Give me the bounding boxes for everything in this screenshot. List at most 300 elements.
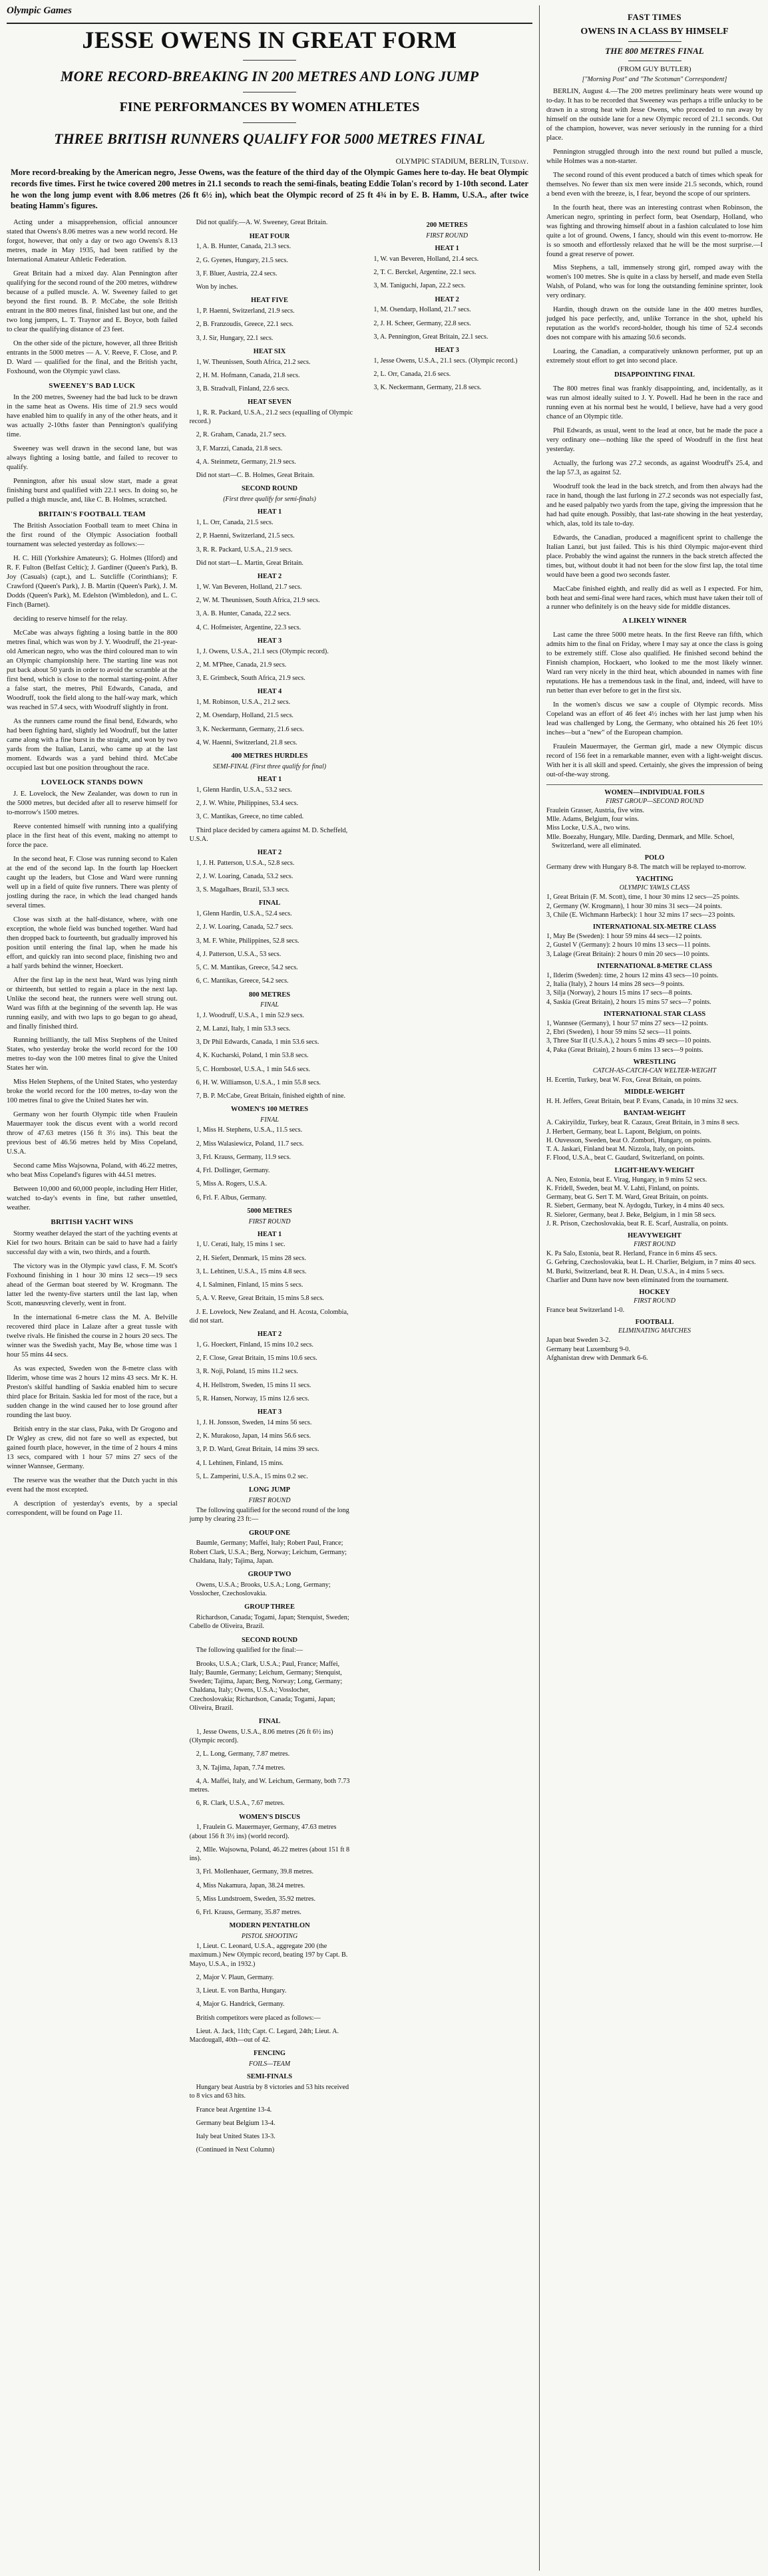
result-line: France beat Switzerland 1-0. bbox=[546, 1307, 625, 1315]
paragraph: In the fourth heat, there was an interesting contrast when Robinson, the American negro, sprinting in perfect form, beat Osendarp, Holland, who was fighting and throwing himself about in a fashion calculated to lose him quite a lot of ground. Owens, I fancy, should win this event to-morrow. He is so smooth and effortlessly relaxed that he will be the most surprise.—I found a great reserve of power. bbox=[546, 204, 763, 258]
result-line: Mlle. Boezahy, Hungary, Mlle. Darding, Denmark, and Mlle. Schoel, Switzerland, were all eliminated. bbox=[546, 833, 735, 850]
result-group bbox=[546, 1167, 763, 1229]
side-results bbox=[546, 784, 763, 1363]
separator bbox=[243, 122, 296, 123]
result-line: 2, M. Osendarp, Holland, 21.5 secs. bbox=[196, 712, 293, 720]
result-group bbox=[184, 687, 355, 747]
result-group bbox=[184, 1717, 355, 1808]
result-subheading: ELIMINATING MATCHES bbox=[618, 1327, 691, 1335]
result-line: 1, Lieut. C. Leonard, U.S.A., aggregate 200 (the maximum.) New Olympic record, beating 197 by Capt. B. Mayo, U.S.A., in 1932.) bbox=[189, 1943, 348, 1968]
result-group bbox=[361, 221, 532, 240]
result-line: 3, Chile (E. Wichmann Harbeck): 1 hour 32 mins 17 secs—23 points. bbox=[546, 911, 735, 919]
result-line: 4, Miss Nakamura, Japan, 38.24 metres. bbox=[196, 1881, 305, 1889]
result-group bbox=[546, 1232, 763, 1285]
result-line: (Continued in Next Column) bbox=[196, 2146, 275, 2154]
result-heading: GROUP THREE bbox=[244, 1603, 295, 1611]
result-heading: FINAL bbox=[258, 1718, 281, 1726]
result-line: 6, H. W. Williamson, U.S.A., 1 min 55.8 secs. bbox=[196, 1078, 321, 1086]
result-line: 1, W. Theunissen, South Africa, 21.2 secs. bbox=[196, 358, 311, 366]
article-column-1 bbox=[7, 218, 178, 2159]
results-column-2 bbox=[184, 218, 355, 2159]
paragraph: Edwards, the Canadian, produced a magnificent sprint to challenge the Italian Lanzi, but just failed. This is his third Olympic major-event third place. Probably the wind against the runners in the back stretch affected the times, but, without doubt it had not been for the slow first lap, the total time would have been a good two seconds faster. bbox=[546, 534, 763, 579]
result-line: 4, A. Maffei, Italy, and W. Leichum, Germany, both 7.73 metres. bbox=[189, 1777, 350, 1794]
result-line: Afghanistan drew with Denmark 6-6. bbox=[546, 1354, 648, 1362]
paragraph: Between 10,000 and 60,000 people, including Herr Hitler, watched to-day's events in fine, but rather unsettled, weather. bbox=[7, 1186, 178, 1211]
result-line: Germany beat Belgium 13-4. bbox=[196, 2119, 276, 2127]
result-group bbox=[184, 1921, 355, 2044]
result-line: 3, Silja (Norway), 2 hours 15 mins 17 secs—8 points. bbox=[546, 989, 693, 997]
result-line: 1, Jesse Owens, U.S.A., 8.06 metres (26 ft 6½ ins) (Olympic record). bbox=[189, 1728, 333, 1745]
result-line: R. Siebert, Germany, beat N. Aydogdu, Turkey, in 4 mins 40 secs. bbox=[546, 1202, 725, 1210]
result-line: 1, May Be (Sweden): 1 hour 59 mins 44 secs—12 points. bbox=[546, 933, 702, 941]
paragraph: Miss Stephens, a tall, immensely strong girl, romped away with the women's 100 metres. She is quite in a class by herself, and made even Stella Walsh, of Poland, who was for long the outstanding feminine sprinter, look very ordinary. bbox=[546, 264, 763, 300]
result-line: Germany beat Luxemburg 9-0. bbox=[546, 1345, 630, 1353]
result-line: 1, J. Owens, U.S.A., 21.1 secs (Olympic record). bbox=[196, 647, 329, 655]
result-group bbox=[184, 296, 355, 342]
result-group bbox=[184, 2146, 355, 2154]
paragraph: The victory was in the Olympic yawl class, F. M. Scott's Foxhound finishing in 1 hour 30 mins 12 secs—19 secs ahead of the German boat steered by W. Krogmann. The latter led the twenty-five starters until the last lap, when Scott, manœuvring cleverly, went in front. bbox=[7, 1263, 178, 1308]
result-line: A. Neo, Estonia, beat E. Virag, Hungary, in 9 mins 52 secs. bbox=[546, 1176, 707, 1184]
result-heading: HOCKEY bbox=[639, 1289, 670, 1297]
result-heading: HEAT 2 bbox=[257, 1331, 282, 1339]
result-line: The following qualified for the final:— bbox=[196, 1647, 303, 1655]
paragraph: Stormy weather delayed the start of the yachting events at Kiel for two hours. Britain can be said to have had a fairly successful day with a win, two thirds, and a fourth. bbox=[7, 1230, 178, 1257]
result-line: 5, C. M. Mantikas, Greece, 54.2 secs. bbox=[196, 964, 298, 972]
result-heading: HEAT 4 bbox=[257, 688, 282, 696]
result-line: 1, Jesse Owens, U.S.A., 21.1 secs. (Olympic record.) bbox=[373, 357, 518, 365]
paragraph: The 800 metres final was frankly disappointing, and, incidentally, as it was run almost ideally suited to J. Y. Powell. Had he been in the race and running even at his normal best he would, I believe, have had a very good chance of an Olympic title. bbox=[546, 385, 763, 421]
paragraph: Phil Edwards, as usual, went to the lead at once, but he made the pace a very ordinary one—nothing like the speed of Woodruff in the first heat yesterday. bbox=[546, 427, 763, 453]
result-line: 1, A. B. Hunter, Canada, 21.3 secs. bbox=[196, 243, 291, 251]
result-line: 1, Great Britain (F. M. Scott), time, 1 hour 30 mins 12 secs—25 points. bbox=[546, 893, 740, 901]
dateline: OLYMPIC STADIUM, BERLIN, Tuesday. bbox=[395, 157, 528, 166]
result-group bbox=[546, 1011, 763, 1054]
result-line: Japan beat Sweden 3-2. bbox=[546, 1337, 611, 1345]
result-heading: 200 METRES bbox=[426, 222, 468, 230]
result-line: 2, L. Long, Germany, 7.87 metres. bbox=[196, 1750, 290, 1758]
result-line: Germany, beat G. Sert T. M. Ward, Great Britain, on points. bbox=[546, 1194, 709, 1202]
result-group bbox=[184, 848, 355, 894]
subheading: LOVELOCK STANDS DOWN bbox=[41, 778, 143, 786]
result-line: 2, J. H. Scheer, Germany, 22.8 secs. bbox=[373, 319, 471, 327]
result-group bbox=[184, 1105, 355, 1202]
result-line: 2, B. Franzoudis, Greece, 22.1 secs. bbox=[196, 321, 293, 329]
result-heading: 800 METRES bbox=[248, 991, 291, 999]
result-line: 3, P. D. Ward, Great Britain, 14 mins 39 secs. bbox=[196, 1446, 319, 1454]
result-heading: FOOTBALL bbox=[635, 1319, 674, 1327]
result-line: 1, G. Hoeckert, Finland, 15 mins 10.2 secs. bbox=[196, 1341, 313, 1349]
result-line: 2, G. Gyenes, Hungary, 21.5 secs. bbox=[196, 256, 288, 264]
result-line: 3, Lieut. E. von Bartha, Hungary. bbox=[196, 1987, 287, 1995]
subheading: DISAPPOINTING FINAL bbox=[614, 371, 695, 379]
side-title: OWENS IN A CLASS BY HIMSELF bbox=[580, 27, 729, 37]
result-group bbox=[184, 1529, 355, 1565]
result-line: Lieut. A. Jack, 11th; Capt. C. Legard, 24th; Lieut. A. Macdougall, 40th—out of 42. bbox=[189, 2027, 339, 2044]
paragraph: deciding to reserve himself for the relay. bbox=[13, 615, 128, 623]
result-line: 2, Gustel V (Germany): 2 hours 10 mins 13 secs—11 points. bbox=[546, 941, 711, 949]
result-group bbox=[184, 1230, 355, 1325]
result-line: 3, J. Sir, Hungary, 22.1 secs. bbox=[196, 334, 274, 342]
paragraph: As the runners came round the final bend, Edwards, who had been fighting hard, slightly led Woodruff, but the latter came along with a fine burst in the straight, and won by two yards from the Italian, Lanzi, who came up at the last moment. Edwards was a yard behind third. McCabe occupied last but one position throughout the race. bbox=[7, 717, 178, 772]
result-group bbox=[184, 484, 355, 504]
result-line: Mlle. Adams, Belgium, four wins. bbox=[546, 816, 640, 824]
paragraph: After the first lap in the next heat, Ward was lying ninth or thirteenth, but settled to regain a place in the next lap. Unlike the second heat, the runners were well strung out. Ward was fifth at the beginning of the seventh lap. He was running easily, and with two laps to go began to go ahead, and finally finished third. bbox=[7, 976, 178, 1031]
side-article-body bbox=[546, 87, 763, 780]
result-line: 3, A. B. Hunter, Canada, 22.2 secs. bbox=[196, 610, 291, 618]
result-group bbox=[184, 2049, 355, 2068]
result-heading: MODERN PENTATHLON bbox=[229, 1922, 310, 1930]
result-line: Third place decided by camera against M. D. Scheffeld, U.S.A. bbox=[189, 826, 348, 843]
result-line: 3, M. Taniguchi, Japan, 22.2 secs. bbox=[373, 282, 466, 290]
result-line: Brooks, U.S.A.; Clark, U.S.A.; Paul, France; Maffei, Italy; Baumle, Germany; Leichum, Germany; Stenquist, Sweden; Tajima, Japan; Berg, Norway; Long, Germany; Chaldana, Italy; Owens, U.S.A.; Vosslocher, Czechoslovakia; Richardson, Canada; Togami, Japan; Oliveira, Brazil. bbox=[189, 1660, 343, 1712]
paragraph: Acting under a misapprehension, official announcer stated that Owens's 8.06 metres was a new world record. He forgot, however, that only a day or two ago Owens's 8.13 metres, made in May 1935, had been ratified by the International Amateur Athletic Federation. bbox=[7, 219, 178, 264]
top-rule bbox=[7, 23, 532, 24]
result-line: 4, Paka (Great Britain), 2 hours 6 mins 13 secs—9 points. bbox=[546, 1046, 703, 1054]
result-heading: INTERNATIONAL 8-METRE CLASS bbox=[596, 962, 713, 970]
result-heading: HEAT 3 bbox=[257, 1408, 282, 1416]
result-line: 3, R. Noji, Poland, 15 mins 11.2 secs. bbox=[196, 1368, 298, 1376]
result-line: 6, R. Clark, U.S.A., 7.67 metres. bbox=[196, 1800, 285, 1808]
result-line: 5, Miss Lundstroem, Sweden, 35.92 metres. bbox=[196, 1895, 316, 1903]
result-heading: MIDDLE-WEIGHT bbox=[624, 1088, 685, 1096]
result-line: 2, Italia (Italy), 2 hours 14 mins 28 secs—9 points. bbox=[546, 981, 685, 989]
result-heading: LIGHT-HEAVY-WEIGHT bbox=[614, 1166, 695, 1174]
result-line: 2, R. Graham, Canada, 21.7 secs. bbox=[196, 431, 287, 439]
result-line: Did not start—L. Martin, Great Britain. bbox=[196, 559, 303, 567]
paragraph: Second came Miss Wajsowna, Poland, with 46.22 metres, who beat Miss Copeland's figures with 44.51 metres. bbox=[7, 1162, 178, 1180]
result-line: 1, Glenn Hardin, U.S.A., 53.2 secs. bbox=[196, 786, 292, 794]
result-line: 2, K. Murakoso, Japan, 14 mins 56.6 secs. bbox=[196, 1432, 311, 1440]
result-heading: HEAT 3 bbox=[435, 347, 459, 355]
result-line: 3, B. Stradvall, Finland, 22.6 secs. bbox=[196, 385, 289, 393]
result-line: K. Pa Salo, Estonia, beat R. Herland, France in 6 mins 45 secs. bbox=[546, 1250, 717, 1258]
result-line: 2, T. C. Berckel, Argentine, 22.1 secs. bbox=[373, 269, 477, 277]
result-line: 1, R. R. Packard, U.S.A., 21.2 secs (equalling of Olympic record.) bbox=[189, 408, 353, 426]
side-section-title: FAST TIMES bbox=[628, 12, 681, 22]
result-heading: HEAT 2 bbox=[257, 849, 282, 856]
deck-3: THREE BRITISH RUNNERS QUALIFY FOR 5000 METRES FINAL bbox=[54, 130, 485, 148]
paragraph: J. E. Lovelock, the New Zealander, was down to run in the 5000 metres, but decided after all to reserve himself for to-morrow's 1500 metres. bbox=[7, 790, 178, 817]
result-line: 3, Lalage (Great Britain): 2 hours 0 min 20 secs—10 points. bbox=[546, 950, 710, 958]
result-line: 1, Miss H. Stephens, U.S.A., 11.5 secs. bbox=[196, 1126, 303, 1134]
result-subheading: OLYMPIC YAWLS CLASS bbox=[619, 884, 690, 892]
result-line: M. Burki, Switzerland, beat R. H. Dean, U.S.A., in 4 mins 5 secs. bbox=[546, 1267, 725, 1275]
result-line: Did not qualify.—A. W. Sweeney, Great Britain. bbox=[196, 219, 328, 227]
paragraph: Hardin, though drawn on the outside lane in the 400 metres hurdles, judged his pace perfectly, and, unlike Torrance in the shot, upheld his reputation as the world's record-holder, though his time of 52.4 seconds does not compare with his amazing 50.6 seconds. bbox=[546, 306, 763, 342]
result-heading: HEAT 2 bbox=[435, 295, 459, 303]
result-line: 1, P. Haenni, Switzerland, 21.9 secs. bbox=[196, 307, 295, 315]
result-line: 1, Wannsee (Germany), 1 hour 57 mins 27 secs—12 points. bbox=[546, 1019, 708, 1027]
result-heading: HEAT 1 bbox=[257, 508, 282, 516]
result-line: 4, I. Lehtinen, Finland, 15 mins. bbox=[196, 1459, 284, 1467]
result-line: 5, R. Hansen, Norway, 15 mins 12.6 secs. bbox=[196, 1394, 309, 1402]
result-line: 4, I. Salminen, Finland, 15 mins 5 secs. bbox=[196, 1281, 303, 1289]
result-group bbox=[184, 899, 355, 985]
result-line: 6, C. Mantikas, Greece, 54.2 secs. bbox=[196, 977, 289, 985]
result-line: 1, Ilderim (Sweden): time, 2 hours 12 mins 43 secs—10 points. bbox=[546, 971, 719, 979]
result-line: 1, J. H. Patterson, U.S.A., 52.8 secs. bbox=[196, 859, 295, 867]
result-subheading: SEMI-FINAL (First three qualify for final) bbox=[212, 762, 327, 770]
result-line: 4, W. Haenni, Switzerland, 21.8 secs. bbox=[196, 738, 297, 746]
paragraph: British entry in the star class, Paka, with Dr Grogono and Dr Wgley as crew, did not fare so well as expected, but gained fourth place, however, in the time of 2 hours 4 mins 13 secs, compared with 1 hour 57 mins 27 secs of the winner Wannsee, Germany. bbox=[7, 1425, 178, 1470]
result-line: 3, F. Bluer, Austria, 22.4 secs. bbox=[196, 269, 278, 277]
result-line: A. Cakiryildiz, Turkey, beat R. Cazaux, Great Britain, in 3 mins 8 secs. bbox=[546, 1119, 739, 1127]
paragraph: In the women's discus we saw a couple of Olympic records. Miss Copeland was an effort of 46 feet 4½ inches with her last jump when his lead was challenged by Long, the Germany, who obtained his 26 feet 10½ inches—but a "new" of the European champion. bbox=[546, 701, 763, 737]
result-group bbox=[184, 1330, 355, 1403]
result-group bbox=[184, 1207, 355, 1226]
result-heading: WOMEN—INDIVIDUAL FOILS bbox=[604, 788, 705, 796]
result-line: 4, C. Hofmeister, Argentine, 22.3 secs. bbox=[196, 623, 301, 631]
result-line: Fraulein Grasser, Austria, five wins. bbox=[546, 806, 644, 814]
paragraph: In the 200 metres, Sweeney had the bad luck to be drawn in the same heat as Owens. His time of 21.9 secs would have enabled him to qualify in any of the other heats, and it was actually 2-10ths faster than Pennington's qualifying time. bbox=[7, 394, 178, 439]
result-line: 3, A. Pennington, Great Britain, 22.1 secs. bbox=[373, 333, 488, 341]
result-line: 3, K. Neckermann, Germany, 21.6 secs. bbox=[196, 725, 304, 733]
result-line: 3, Frl. Krauss, Germany, 11.9 secs. bbox=[196, 1153, 291, 1161]
result-group bbox=[184, 1570, 355, 1598]
result-line: 5, C. Hornbostel, U.S.A., 1 min 54.6 secs. bbox=[196, 1065, 311, 1073]
result-heading: GROUP ONE bbox=[248, 1529, 291, 1537]
result-line: 2, Germany (W. Krogmann), 1 hour 30 mins 31 secs—24 points. bbox=[546, 902, 722, 910]
result-heading: BANTAM-WEIGHT bbox=[623, 1110, 686, 1118]
result-line: 2, M. Lanzi, Italy, 1 min 53.3 secs. bbox=[196, 1025, 291, 1033]
result-line: 2, P. Haenni, Switzerland, 21.5 secs. bbox=[196, 532, 295, 540]
main-article bbox=[7, 5, 532, 2160]
result-heading: GROUP TWO bbox=[248, 1571, 291, 1579]
result-heading: SECOND ROUND bbox=[242, 485, 297, 493]
result-line: Miss Locke, U.S.A., two wins. bbox=[546, 824, 630, 832]
result-line: H. H. Jeffers, Great Britain, beat P. Evans, Canada, in 10 mins 32 secs. bbox=[546, 1098, 739, 1106]
result-heading: HEAT 1 bbox=[257, 776, 282, 784]
paragraph: Close was sixth at the half-distance, where, with one exception, the whole field was bunched together. Ward had then dropped back to fourteenth, but gradually improved his position until entering the final lap, when he made his effort, and quickly ran into second place, finishing two and a half yards behind the winner, Hoeckert. bbox=[7, 915, 178, 970]
result-line: 1, U. Cerati, Italy, 15 mins 1 sec. bbox=[196, 1241, 286, 1249]
result-group bbox=[546, 963, 763, 1007]
result-heading: FENCING bbox=[254, 2050, 286, 2058]
result-line: 2, L. Orr, Canada, 21.6 secs. bbox=[373, 371, 451, 379]
result-line: Italy beat United States 13-3. bbox=[196, 2133, 276, 2141]
result-group bbox=[184, 398, 355, 480]
result-heading: 5000 METRES bbox=[247, 1207, 292, 1215]
result-group bbox=[361, 295, 532, 341]
result-line: 2, J. W. Loaring, Canada, 52.7 secs. bbox=[196, 923, 293, 931]
paragraph: Last came the three 5000 metre heats. In the first Reeve ran fifth, which admits him to the final on Friday, where I may say at once the class is going to be extremely stiff. Close also qualified. He finished second behind the Finnish champion, Hockaert, who looked to me the most likely winner. Ward ran very nicely in the third heat, which abounded in names with fine reputations. He has a tremendous task in the final, and, indeed, will have to run better than ever before to get in the first six. bbox=[546, 631, 763, 695]
result-line: J. R. Prison, Czechoslovakia, beat R. E. Scarf, Australia, on points. bbox=[546, 1219, 729, 1227]
result-subheading: FIRST ROUND bbox=[426, 232, 469, 240]
result-line: 2, M. M'Phee, Canada, 21.9 secs. bbox=[196, 661, 287, 669]
result-heading: LONG JUMP bbox=[248, 1486, 291, 1494]
result-line: 4, Frl. Dollinger, Germany. bbox=[196, 1167, 270, 1175]
result-line: 3, Three Star II (U.S.A.), 2 hours 5 mins 49 secs—10 points. bbox=[546, 1037, 711, 1045]
result-line: G. Gehring, Czechoslovakia, beat L. H. Charlier, Belgium, in 7 mins 40 secs. bbox=[546, 1259, 756, 1267]
byline-note: ["Morning Post" and "The Scotsman" Correspondent] bbox=[582, 76, 727, 83]
result-heading: HEAVYWEIGHT bbox=[628, 1232, 681, 1240]
result-line: 1, L. Orr, Canada, 21.5 secs. bbox=[196, 519, 274, 527]
result-line: Charlier and Dunn have now been eliminated from the tournament. bbox=[546, 1276, 729, 1284]
result-subheading: FIRST ROUND bbox=[248, 1217, 291, 1225]
paragraph: Great Britain had a mixed day. Alan Pennington after qualifying for the second round of the 200 metres, withdrew because of a pulled muscle. A. W. Sweeney failed to get beyond the first round. B. P. McCabe, the sole British entrant in the 800 metres final, finished last but one, and the two long jumpers, L. T. Traynor and E. Boyce, both failed to clear the qualifying distance of 23 feet. bbox=[7, 270, 178, 333]
result-line: 2, H. Siefert, Denmark, 15 mins 28 secs. bbox=[196, 1254, 306, 1262]
result-group bbox=[184, 775, 355, 844]
subheading: SWEENEY'S BAD LUCK bbox=[49, 381, 136, 390]
result-line: 3, N. Tajima, Japan, 7.74 metres. bbox=[196, 1764, 286, 1772]
result-line: 6, Frl. Krauss, Germany, 35.87 metres. bbox=[196, 1909, 301, 1917]
result-line: H. Ecertin, Turkey, beat W. Fox, Great Britain, on points. bbox=[546, 1076, 702, 1084]
paragraph: Actually, the furlong was 27.2 seconds, as against Woodruff's 25.4, and the lap 57.3, as against 52. bbox=[546, 459, 763, 476]
result-subheading: CATCH-AS-CATCH-CAN WELTER-WEIGHT bbox=[592, 1066, 717, 1074]
subheading: A LIKELY WINNER bbox=[622, 617, 687, 625]
result-line: 2, J. W. Loaring, Canada, 53.2 secs. bbox=[196, 872, 293, 880]
paragraph: Reeve contented himself with running into a qualifying place in the first heat of this event, making no attempt to force the pace. bbox=[7, 823, 178, 850]
result-heading: HEAT 3 bbox=[257, 637, 282, 645]
result-group bbox=[184, 508, 355, 567]
result-subheading: FINAL bbox=[260, 1001, 279, 1009]
result-line: British competitors were placed as follows:— bbox=[196, 2014, 321, 2022]
paragraph: Germany won her fourth Olympic title when Fraulein Mauermayer took the discus event with a world record throw of 47.63 metres (156 ft 3½ ins). This beat the previous best of 46.56 metres held by Miss Copeland, U.S.A. bbox=[7, 1111, 178, 1156]
result-group bbox=[184, 572, 355, 632]
paragraph: In the second heat, F. Close was running second to Kalen at the end of the second lap. In the fourth lap Hoeckert caught up the leaders, but Close and Ward were running well up in a field of quite five runners. There was plenty of jostling during the race, in which the lead changed hands several times. bbox=[7, 856, 178, 909]
headline: JESSE OWENS IN GREAT FORM bbox=[82, 27, 457, 53]
result-line: 4, A. Steinmetz, Germany, 21.9 secs. bbox=[196, 458, 296, 466]
paragraph: Pennington, after his usual slow start, made a great finishing burst and qualified with 22.1 secs. In doing so, he pulled a thigh muscle, and, like C. B. Holmes, scratched. bbox=[7, 478, 178, 504]
result-line: 4, H. Hellstrom, Sweden, 15 mins 11 secs. bbox=[196, 1381, 311, 1389]
result-line: 3, Dr Phil Edwards, Canada, 1 min 53.6 secs. bbox=[196, 1039, 319, 1046]
result-line: Did not start—C. B. Holmes, Great Britain. bbox=[196, 472, 315, 480]
result-line: 5, A. V. Reeve, Great Britain, 15 mins 5.8 secs. bbox=[196, 1295, 324, 1303]
separator bbox=[628, 41, 681, 42]
result-line: 1, J. H. Jonsson, Sweden, 14 mins 56 secs. bbox=[196, 1418, 312, 1426]
paragraph: As was expected, Sweden won the 8-metre class with Ilderim, whose time was 2 hours 12 mins 43 secs. Mr K. H. Preston's skilful handling of Saskia enabled him to secure third place for Britain. Saskia led for most of the race, but a sudden change in the wind caused her to lose ground after rounding the last buoy. bbox=[7, 1365, 178, 1419]
result-group bbox=[184, 232, 355, 292]
result-heading: HEAT FIVE bbox=[251, 297, 288, 305]
result-line: 3, L. Lehtinen, U.S.A., 15 mins 4.8 secs. bbox=[196, 1267, 307, 1275]
paragraph: In the international 6-metre class the M. A. Belville recovered third place in Lalaze after a great tussle with twelve rivals. He finished the course in 2 hours 20 secs. The winner was the Swedish yacht, May Be, whose time was 1 hour 55 mins 44 secs. bbox=[7, 1314, 178, 1359]
result-line: Germany drew with Hungary 8-8. The match will be replayed to-morrow. bbox=[546, 864, 747, 872]
result-heading: HEAT 1 bbox=[257, 1230, 282, 1238]
paragraph: Sweeney was well drawn in the second lane, but was always fighting a losing battle, and failed to recover to qualify. bbox=[7, 445, 178, 472]
result-line: J. E. Lovelock, New Zealand, and H. Acosta, Colombia, did not start. bbox=[189, 1308, 349, 1325]
result-line: The following qualified for the second round of the long jump by clearing 23 ft:— bbox=[189, 1507, 349, 1524]
paragraph: Fraulein Mauermayer, the German girl, made a new Olympic discus record of 156 feet in a remarkable manner, even with a light-weight discus. With her it is all skill and speed. Certainly, she gives the impression of being out-of-the-way strong. bbox=[546, 743, 763, 778]
result-group bbox=[546, 1058, 763, 1084]
article-columns bbox=[7, 218, 532, 2159]
folio: Olympic Games bbox=[7, 5, 72, 16]
result-line: J. Herbert, Germany, beat L. Lapont, Belgium, on points. bbox=[546, 1128, 701, 1136]
result-line: H. Ouvesson, Sweden, beat O. Zombori, Hungary, on points. bbox=[546, 1136, 712, 1144]
result-group bbox=[361, 244, 532, 290]
paragraph: The reserve was the weather that the Dutch yacht in this event had the most excepted. bbox=[7, 1476, 178, 1494]
result-heading: HEAT 1 bbox=[435, 245, 459, 253]
deck-1: MORE RECORD-BREAKING IN 200 METRES AND LONG JUMP bbox=[60, 67, 479, 84]
result-line: 2, Mlle. Wajsowna, Poland, 46.22 metres (about 151 ft 8 ins). bbox=[189, 1846, 350, 1863]
result-group bbox=[184, 1636, 355, 1712]
result-heading: SEMI-FINALS bbox=[246, 2073, 293, 2081]
result-group bbox=[184, 1603, 355, 1631]
result-line: 2, J. W. White, Philippines, 53.4 secs. bbox=[196, 800, 299, 807]
result-line: 3, C. Mantikas, Greece, no time cabled. bbox=[196, 813, 304, 821]
result-group bbox=[184, 1408, 355, 1481]
result-subheading: PISTOL SHOOTING bbox=[241, 1933, 298, 1940]
result-heading: HEAT FOUR bbox=[249, 232, 290, 240]
result-line: 1, W. Van Beveren, Holland, 21.7 secs. bbox=[196, 583, 302, 591]
result-heading: POLO bbox=[644, 854, 665, 862]
result-line: 2, Miss Walasiewicz, Poland, 11.7 secs. bbox=[196, 1140, 304, 1148]
divider bbox=[546, 784, 763, 785]
result-line: 2, H. M. Hofmann, Canada, 21.8 secs. bbox=[196, 371, 300, 379]
result-heading: WOMEN'S DISCUS bbox=[238, 1813, 301, 1821]
result-heading: INTERNATIONAL SIX-METRE CLASS bbox=[592, 923, 717, 931]
result-line: 2, Ebri (Sweden), 1 hour 59 mins 52 secs—11 points. bbox=[546, 1029, 692, 1037]
result-line: 3, F. Marzzi, Canada, 21.8 secs. bbox=[196, 444, 283, 452]
paragraph: The British Association Football team to meet China in the first round of the Olympic Association football tournament was selected yesterday as follows:— bbox=[7, 522, 178, 549]
result-line: 1, Fraulein G. Mauermayer, Germany, 47.63 metres (about 156 ft 3½ ins) (world record). bbox=[189, 1824, 337, 1840]
result-heading: 400 METRES HURDLES bbox=[231, 752, 308, 760]
subheading: BRITAIN'S FOOTBALL TEAM bbox=[38, 510, 146, 518]
paragraph: Miss Helen Stephens, of the United States, who yesterday broke the world record for the 100 metres, to-day won the 100 metres final to give the United States her win. bbox=[7, 1078, 178, 1105]
result-heading: FINAL bbox=[258, 899, 281, 907]
subheading: BRITISH YACHT WINS bbox=[51, 1217, 134, 1226]
result-group bbox=[184, 2072, 355, 2141]
result-line: F. Flood, U.S.A., beat C. Gaudard, Switzerland, on points. bbox=[546, 1154, 705, 1162]
lede-paragraph: More record-breaking by the American negro, Jesse Owens, was the feature of the third day of the Olympic Games here to-day. He beat Olympic records five times. First he twice covered 200 metres in 21.1 seconds to reach the semi-finals, beating Eddie Tolan's record by 1-10th second. Later he won the long jump event with 8.06 metres (26 ft 6½ in), which beat the Olympic record of 25 ft 4¾ in by E. B. Hamm, U.S.A., after twice beating Hamm's figures. bbox=[11, 167, 528, 211]
result-group bbox=[184, 1813, 355, 1917]
result-line: 5, Miss A. Rogers, U.S.A. bbox=[196, 1180, 268, 1188]
paragraph: Running brilliantly, the tall Miss Stephens of the United States, who yesterday broke the world record for the 100 metres to-day won the 100 metres final to give the United States her win. bbox=[7, 1037, 178, 1072]
paragraph: BERLIN, August 4.—The 200 metres preliminary heats were wound up to-day. It has to be recorded that Sweeney was perhaps a trifle unlucky to be drawn in a strong heat with Jesse Owens, who proceeded to run away by himself on the outside lane for a new Olympic record of 21.1 seconds. Out of the champion, however, was never seriously in the running for a third place. bbox=[546, 88, 763, 142]
byline: (FROM GUY BUTLER) bbox=[618, 65, 691, 73]
result-group bbox=[546, 854, 763, 872]
result-group bbox=[184, 218, 355, 227]
result-line: 3, E. Grimbeck, South Africa, 21.9 secs. bbox=[196, 675, 305, 683]
result-group bbox=[546, 1289, 763, 1315]
result-heading: WRESTLING bbox=[633, 1058, 676, 1066]
result-heading: WOMEN'S 100 METRES bbox=[230, 1106, 309, 1114]
result-subheading: FINAL bbox=[260, 1116, 279, 1124]
result-group bbox=[546, 1088, 763, 1106]
result-line: 6, Frl. F. Albus, Germany. bbox=[196, 1194, 267, 1202]
result-line: 1, W. van Beveren, Holland, 21.4 secs. bbox=[373, 255, 479, 263]
paragraph: On the other side of the picture, however, all three British entrants in the 5000 metres — A. V. Reeve, F. Close, and P. D. Ward — qualified for the final, and the British yacht, Foxhound, won the Olympic yawl class. bbox=[7, 339, 178, 375]
result-subheading: (First three qualify for semi-finals) bbox=[223, 496, 316, 504]
result-subheading: FOILS—TEAM bbox=[248, 2060, 291, 2068]
result-line: 1, M. Osendarp, Holland, 21.7 secs. bbox=[373, 306, 471, 314]
result-line: 3, K. Neckermann, Germany, 21.8 secs. bbox=[373, 384, 482, 392]
result-heading: YACHTING bbox=[636, 876, 673, 884]
separator bbox=[243, 60, 296, 61]
side-deck: THE 800 METRES FINAL bbox=[605, 46, 704, 56]
result-group bbox=[546, 1319, 763, 1363]
result-line: 4, J. Patterson, U.S.A., 53 secs. bbox=[196, 950, 282, 958]
result-group bbox=[184, 752, 355, 771]
result-line: T. A. Jaskari, Finland beat M. Nizzola, Italy, on points. bbox=[546, 1146, 695, 1154]
result-line: Baumle, Germany; Maffei, Italy; Robert Paul, France; Robert Clark, U.S.A.; Berg, Norway; Leichum, Germany; Chaldana, Italy; Tajima, Japan. bbox=[189, 1539, 347, 1565]
result-heading: HEAT SIX bbox=[253, 347, 286, 355]
result-line: Owens, U.S.A.; Brooks, U.S.A.; Long, Germany; Vosslocher, Czechoslovakia. bbox=[189, 1581, 331, 1598]
result-subheading: FIRST ROUND bbox=[248, 1496, 291, 1504]
result-group bbox=[184, 347, 355, 393]
paragraph: McCabe was always fighting a losing battle in the 800 metres final, which was won by J. Y. Woodruff, the 21-year-old American negro, who was the third coloured man to win an Olympic championship here. The starting line was not put back about 50 yards in order to avoid the scramble at the first bend, which is close to the normal starting-point. After a false start, the metres, Phil Edwards, Canada, and Woodruff, took the field along to the half-way mark, which was reached in 57.4 secs, with Woodruff slightly in front. bbox=[7, 629, 178, 711]
results-column-3 bbox=[361, 218, 532, 2159]
result-group bbox=[184, 1486, 355, 1524]
result-group bbox=[546, 876, 763, 919]
result-line: Hungary beat Austria by 8 victories and 53 hits received to 8 vics and 63 hits. bbox=[189, 2084, 349, 2100]
result-line: 3, M. F. White, Philippines, 52.8 secs. bbox=[196, 937, 299, 945]
result-group bbox=[546, 923, 763, 959]
paragraph: Pennington struggled through into the next round but pulled a muscle, while Holmes was a non-starter. bbox=[546, 148, 763, 165]
result-group bbox=[184, 991, 355, 1101]
result-line: 1, M. Robinson, U.S.A., 21.2 secs. bbox=[196, 699, 291, 707]
side-article bbox=[539, 5, 763, 2571]
result-group bbox=[546, 1110, 763, 1162]
paragraph: MacCabe finished eighth, and really did as well as I expected. For him, both heat and semi-final were hard races, which must have taken their toll of a runner who definitely is on the heavy side for middle distances. bbox=[546, 585, 763, 611]
